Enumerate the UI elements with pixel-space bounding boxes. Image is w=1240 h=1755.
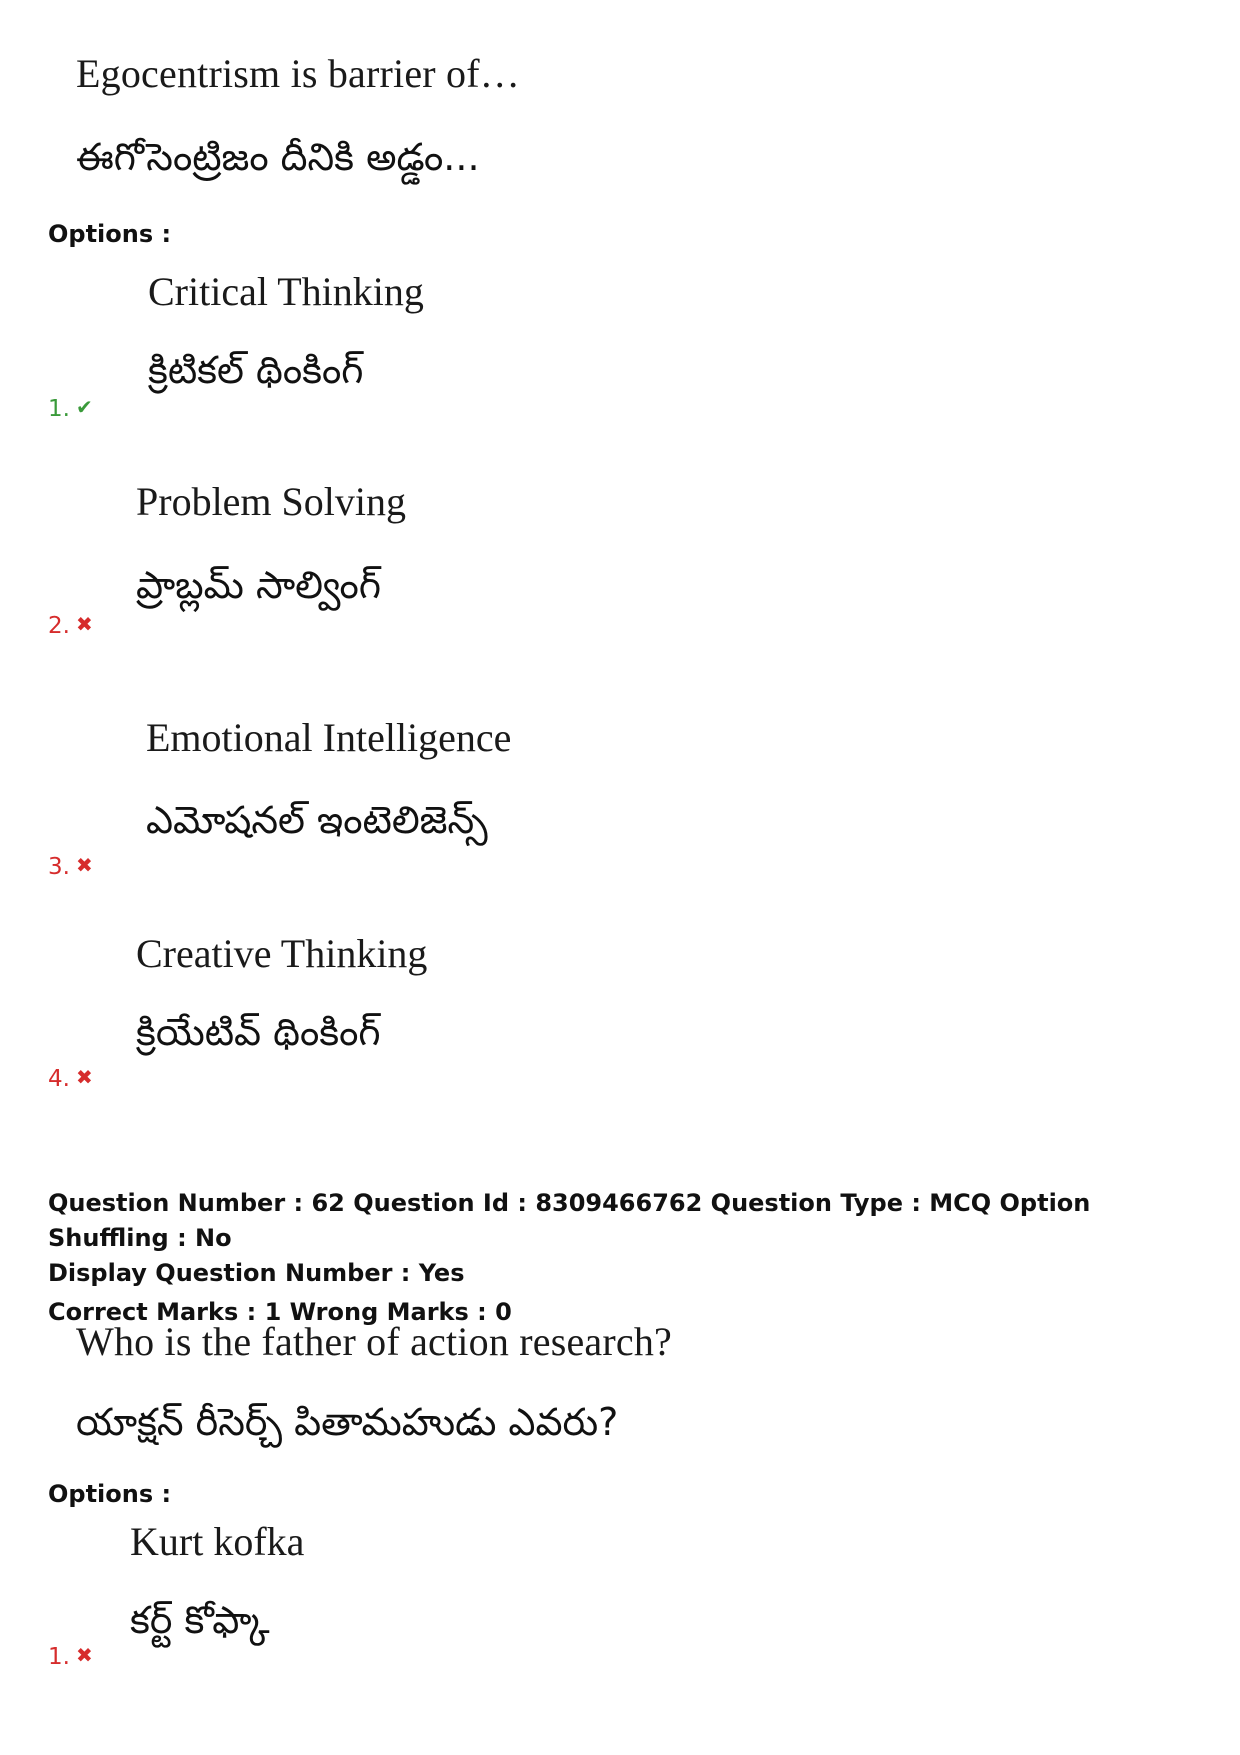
check-icon: ✔ [75,395,93,419]
question-meta [48,1186,1218,1330]
cross-icon: ✖ [75,1065,93,1089]
option-number: 4. [48,1066,70,1092]
option-1-text-en: Critical Thinking [148,269,424,314]
option-number: 1. [48,1644,70,1670]
option-3-number [48,853,93,880]
option-number: 1. [48,396,70,422]
cross-icon: ✖ [75,1643,93,1667]
question-text-en: Egocentrism is barrier of… [76,51,520,96]
question-meta-line: Question Number : 62 Question Id : 8309466762 Question Type : MCQ Option Shuffling : No [48,1189,1091,1252]
option-2-text-te: ప్రాబ్లమ్ సాల్వింగ్ [136,563,381,607]
cross-icon: ✖ [75,612,93,636]
option-number: 2. [48,613,70,639]
option-3-text-te: ఎమోషనల్ ఇంటెలిజెన్స్ [146,798,488,842]
question-text-te: యాక్షన్ రీసెర్చ్ పితామహుడు ఎవరు? [76,1400,619,1444]
cross-icon: ✖ [75,853,93,877]
option-3-text-en: Emotional Intelligence [146,715,512,760]
option-4-number [48,1065,93,1092]
options-label: Options : [48,1480,172,1508]
option-1-number [48,1643,93,1670]
option-1-number [48,395,93,422]
option-1-text-te: కర్ట్ కోఫ్కా [130,1598,270,1642]
question-text-en: Who is the father of action research? [76,1319,672,1364]
option-4-text-en: Creative Thinking [136,931,428,976]
question-text-te: ఈగోసెంట్రిజం దీనికి అడ్డం... [76,135,480,179]
question-marks: Correct Marks : 1 Wrong Marks : 0 [48,1298,512,1326]
option-2-text-en: Problem Solving [136,479,407,524]
option-number: 3. [48,854,70,880]
question-meta-line: Display Question Number : Yes [48,1259,465,1287]
option-1-text-te: క్రిటికల్ థింకింగ్ [148,348,364,392]
option-1-text-en: Kurt kofka [130,1519,305,1564]
option-2-number [48,612,93,639]
option-4-text-te: క్రియేటివ్ థింకింగ్ [136,1010,381,1054]
options-label: Options : [48,220,172,248]
